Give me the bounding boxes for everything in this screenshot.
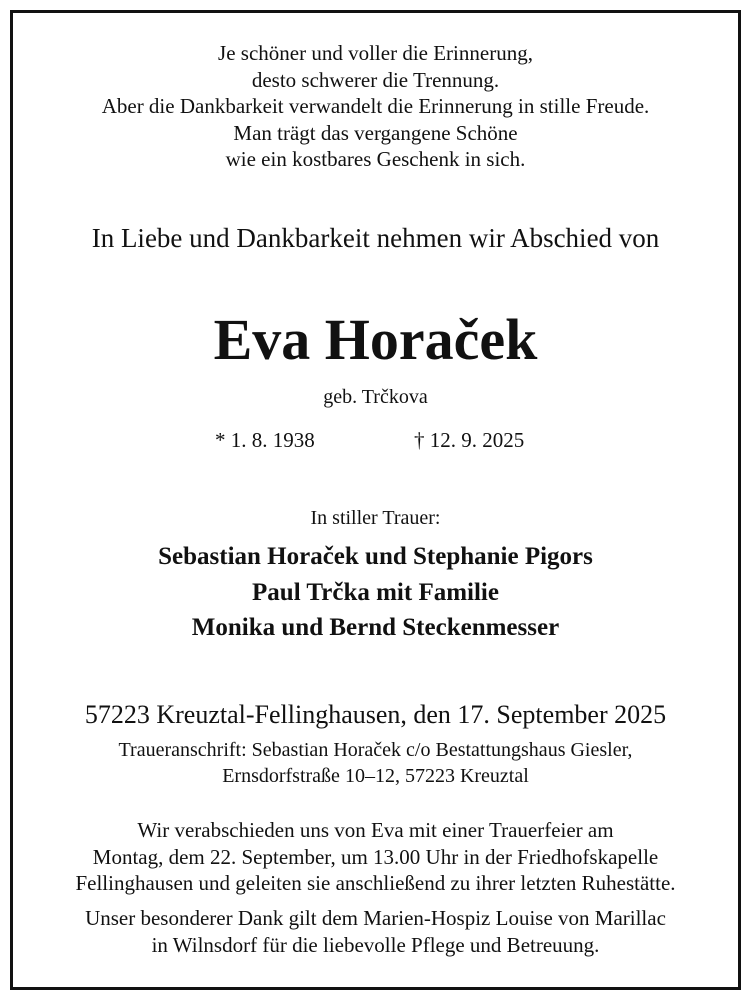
mourning-address bbox=[0, 737, 751, 789]
mourners-list bbox=[0, 539, 751, 646]
death-date: † 12. 9. 2025 bbox=[414, 428, 525, 452]
poem-line: wie ein kostbares Geschenk in sich. bbox=[225, 147, 526, 171]
service-line: Fellinghausen und geleiten sie anschließend zu ihrer letzten Ruhestätte. bbox=[75, 871, 676, 895]
poem-line: Aber die Dankbarkeit verwandelt die Erinnerung in stille Freude. bbox=[101, 94, 650, 118]
memorial-poem bbox=[0, 40, 751, 173]
birth-date: * 1. 8. 1938 bbox=[215, 428, 315, 452]
poem-line: desto schwerer die Trennung. bbox=[251, 67, 500, 92]
address-line: Traueranschrift: Sebastian Horaček c/o Bestattungshaus Giesler, bbox=[118, 739, 633, 761]
thanks-line: Unser besonderer Dank gilt dem Marien-Hospiz Louise von Marillac bbox=[85, 906, 666, 930]
farewell-intro: In Liebe und Dankbarkeit nehmen wir Abschied von bbox=[91, 223, 660, 253]
address-line: Ernsdorfstraße 10–12, 57223 Kreuztal bbox=[222, 765, 529, 787]
thanks-note bbox=[0, 905, 751, 958]
service-line: Montag, dem 22. September, um 13.00 Uhr in der Friedhofskapelle bbox=[92, 844, 659, 869]
maiden-name: geb. Trčkova bbox=[323, 386, 428, 408]
funeral-service-notice bbox=[0, 817, 751, 897]
service-line: Wir verabschieden uns von Eva mit einer Trauerfeier am bbox=[137, 818, 614, 842]
thanks-line: in Wilnsdorf für die liebevolle Pflege und Betreuung. bbox=[151, 932, 600, 957]
mourner-line: Monika und Bernd Steckenmesser bbox=[191, 614, 560, 641]
poem-line: Je schöner und voller die Erinnerung, bbox=[218, 41, 533, 65]
deceased-name: Eva Horaček bbox=[213, 307, 538, 372]
mourners-heading: In stiller Trauer: bbox=[310, 507, 441, 529]
poem-line: Man trägt das vergangene Schöne bbox=[233, 120, 518, 145]
mourner-line: Paul Trčka mit Familie bbox=[252, 578, 499, 606]
place-date: 57223 Kreuztal-Fellinghausen, den 17. September 2025 bbox=[84, 700, 667, 729]
mourner-line: Sebastian Horaček und Stephanie Pigors bbox=[158, 543, 593, 570]
